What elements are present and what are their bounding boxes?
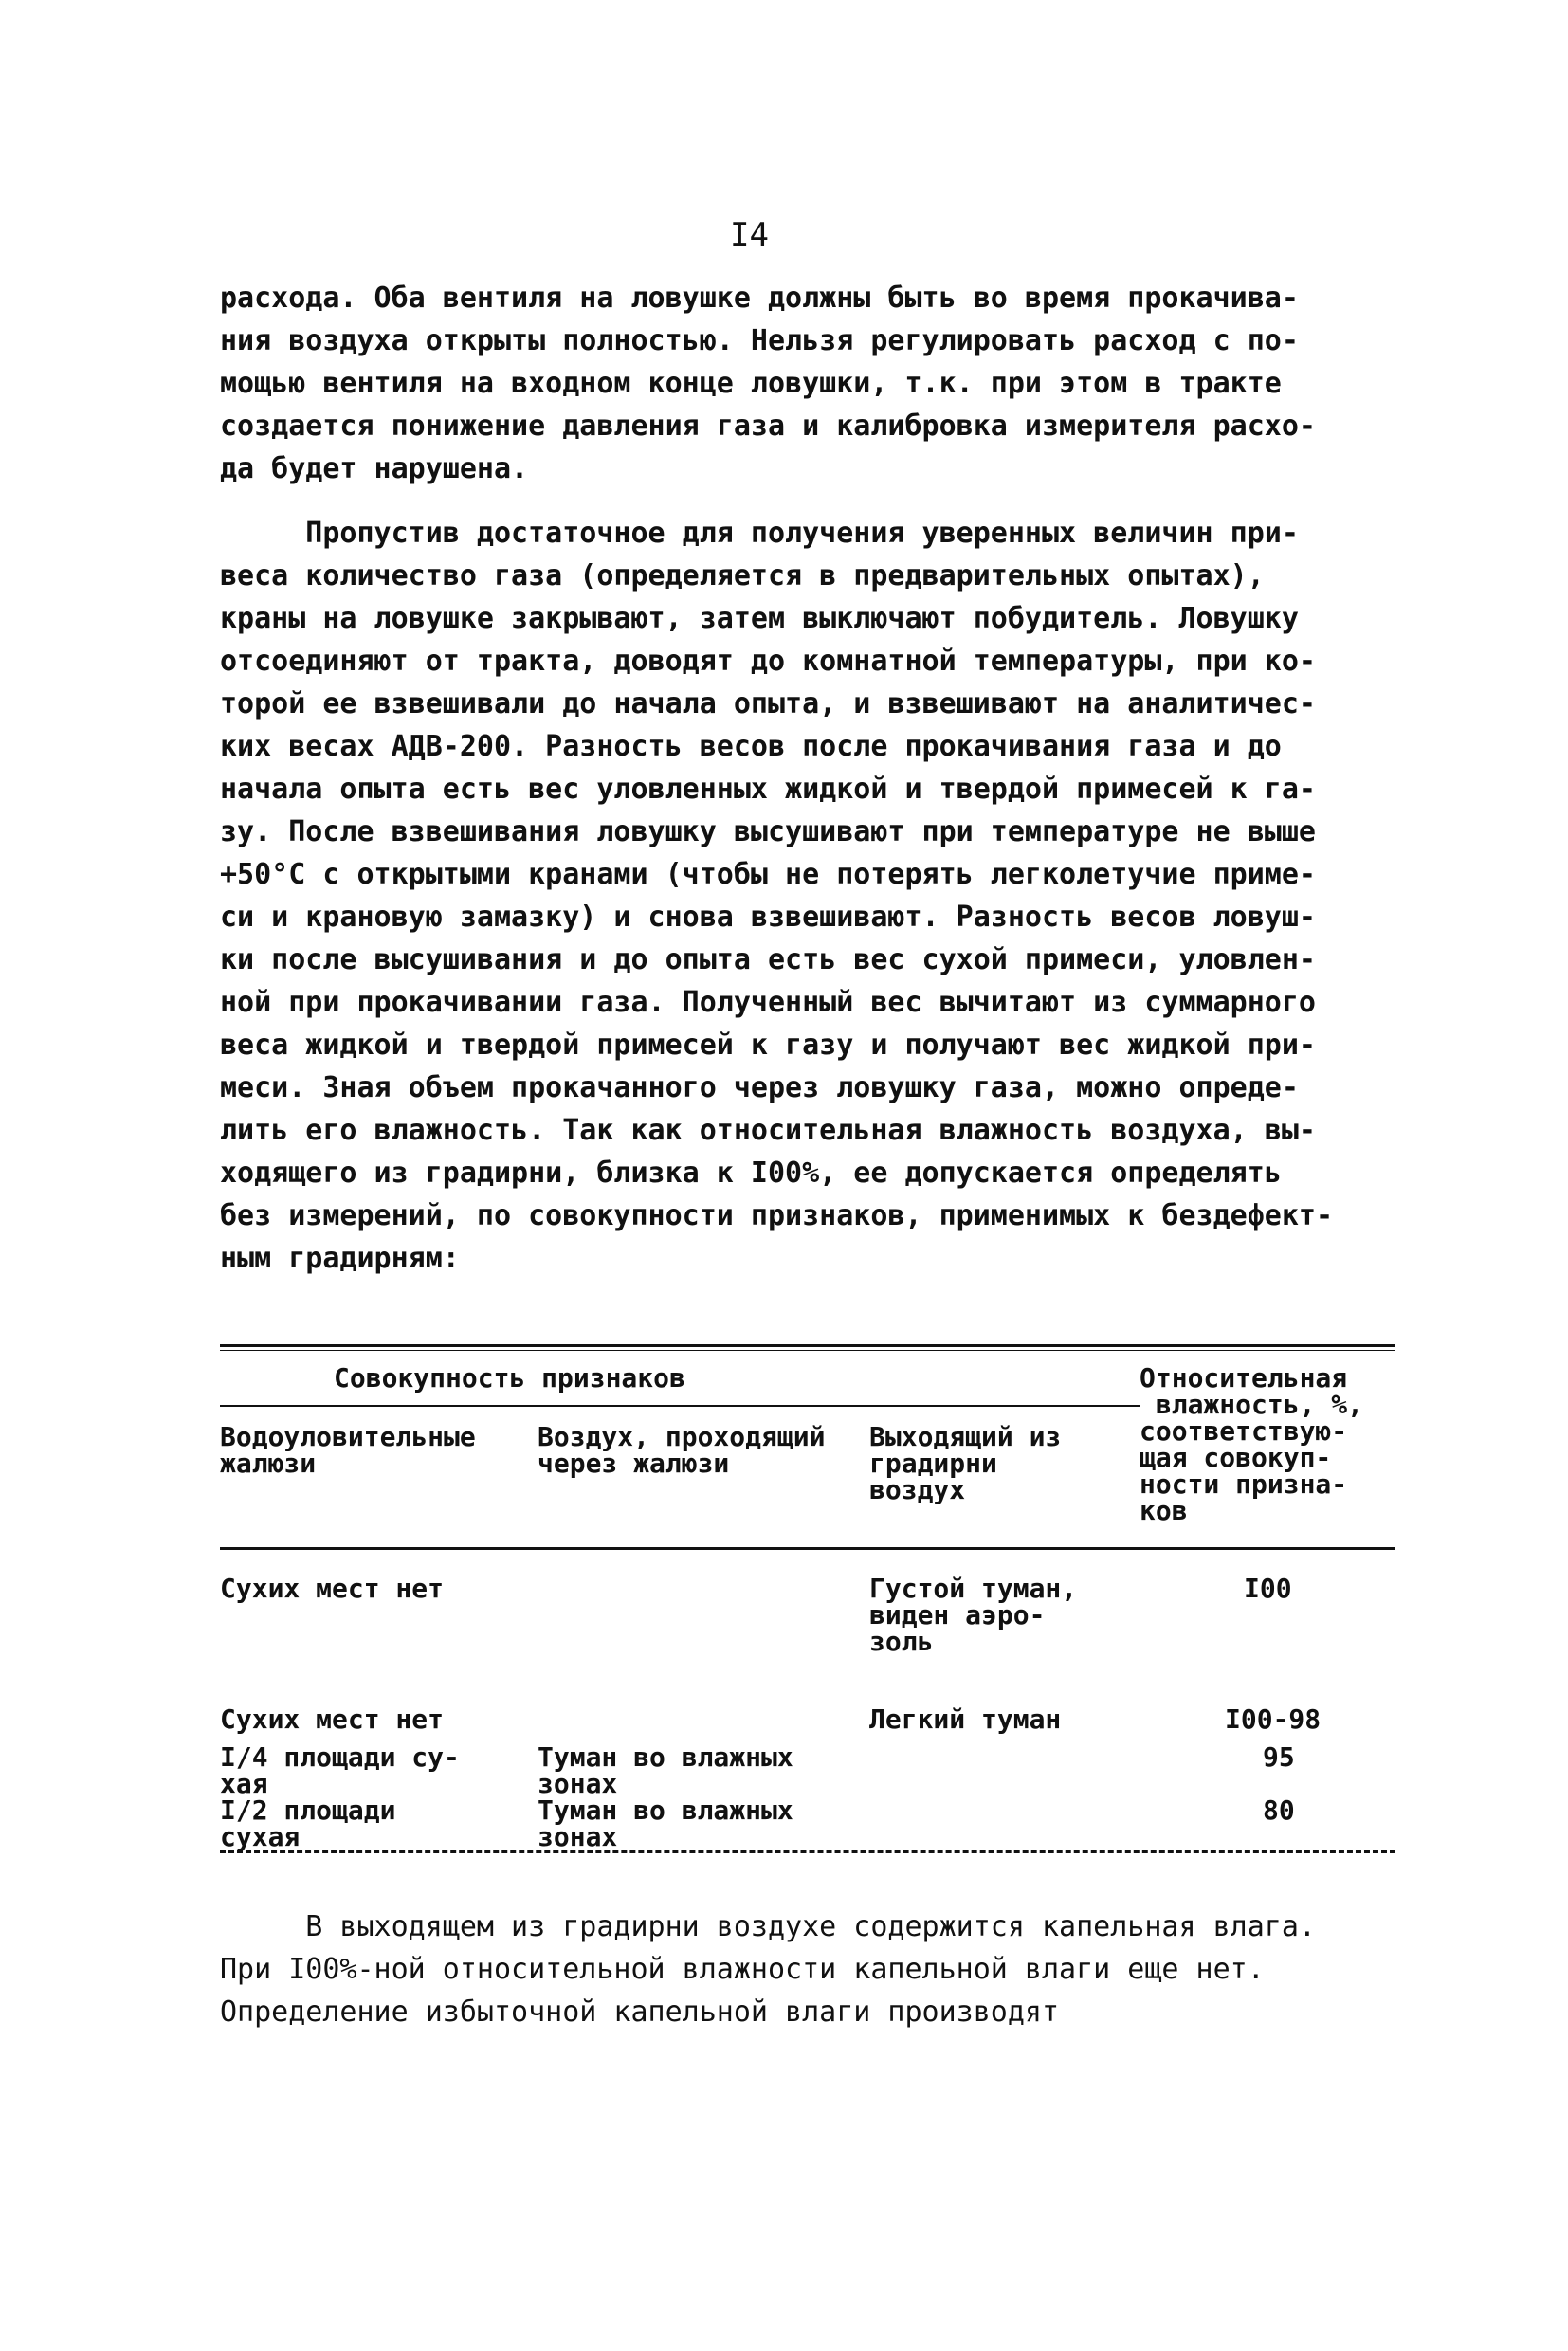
paragraph-1 <box>220 277 1395 490</box>
text-line: В выходящем из градирни воздухе содержится капельная влага. <box>220 1910 1316 1943</box>
table-cell: Густой туман, виден аэро- золь <box>869 1573 1078 1657</box>
text-line: веса количество газа (определяется в предварительных опытах), <box>220 559 1265 592</box>
text-line: без измерений, по совокупности признаков, применимых к бездефект- <box>220 1199 1333 1232</box>
text-line: Пропустив достаточное для получения уверенных величин при- <box>220 517 1299 550</box>
table-cell: Туман во влажных зонах <box>538 1741 793 1799</box>
text-line: мощью вентиля на входном конце ловушки, т.к. при этом в тракте <box>220 367 1282 400</box>
table-cell: Легкий туман <box>869 1704 1062 1735</box>
text-line: веса жидкой и твердой примесей к газу и получают вес жидкой при- <box>220 1029 1316 1062</box>
text-line: ной при прокачивании газа. Полученный вес вычитают из суммарного <box>220 986 1316 1019</box>
table-cell: 95 <box>1263 1741 1295 1773</box>
text-line: +50°С с открытыми кранами (чтобы не потерять легколетучие приме- <box>220 858 1316 891</box>
text-line: Определение избыточной капельной влаги производят <box>220 1996 1060 2029</box>
column-header-air-through: Воздух, проходящий через жалюзи <box>538 1421 826 1479</box>
text-line: ным градирням: <box>220 1242 460 1275</box>
text-line: ходящего из градирни, близка к I00%, ее допускается определять <box>220 1157 1282 1190</box>
paragraph-2 <box>220 512 1395 1280</box>
text-line: При I00%-ной относительной влажности капельной влаги еще нет. <box>220 1953 1265 1986</box>
text-line: зу. После взвешивания ловушку высушивают при температуре не выше <box>220 815 1316 848</box>
text-line: ких весах АДВ-200. Разность весов после прокачивания газа и до <box>220 730 1282 763</box>
text-line: создается понижение давления газа и калибровка измерителя расхо- <box>220 410 1316 443</box>
text-line: расхода. Оба вентиля на ловушке должны быть во время прокачива- <box>220 282 1299 315</box>
text-line: лить его влажность. Так как относительная влажность воздуха, вы- <box>220 1114 1316 1147</box>
table-cell: I/2 площади сухая <box>220 1795 396 1852</box>
text-line: си и крановую замазку) и снова взвешивают. Разность весов ловуш- <box>220 901 1316 934</box>
paragraph-3 <box>220 1905 1395 2033</box>
text-line: да будет нарушена. <box>220 452 529 485</box>
table-top-rule-thin <box>220 1350 1395 1351</box>
table-cell: 80 <box>1263 1795 1295 1826</box>
column-header-exit-air: Выходящий из градирни воздух <box>869 1421 1062 1505</box>
table-cell: I00 <box>1244 1573 1292 1604</box>
text-line: ния воздуха открыты полностью. Нельзя регулировать расход с по- <box>220 324 1299 357</box>
table-cell: Сухих мест нет <box>220 1573 445 1604</box>
table-cell: I00-98 <box>1225 1704 1322 1735</box>
text-line: начала опыта есть вес уловленных жидкой и твердой примесей к га- <box>220 773 1316 806</box>
column-header-rule <box>220 1547 1395 1550</box>
group-header-rule <box>220 1405 1140 1407</box>
group-header: Совокупность признаков <box>334 1362 685 1394</box>
text-line: меси. Зная объем прокачанного через ловушку газа, можно опреде- <box>220 1071 1299 1104</box>
page-number: I4 <box>730 216 769 254</box>
table-top-rule <box>220 1344 1395 1347</box>
text-line: краны на ловушке закрывают, затем выключают побудитель. Ловушку <box>220 602 1299 635</box>
table-bottom-dashed-rule <box>220 1850 1395 1853</box>
table-cell: Сухих мест нет <box>220 1704 445 1735</box>
column-header-louvers: Водоуловительные жалюзи <box>220 1421 476 1479</box>
table-cell: Туман во влажных зонах <box>538 1795 793 1852</box>
text-line: ки после высушивания и до опыта есть вес сухой примеси, уловлен- <box>220 943 1316 976</box>
humidity-header: Относительная влажность, %, соответствую- щая совокуп- ности призна- ков <box>1140 1362 1364 1526</box>
table-cell: I/4 площади су- хая <box>220 1741 460 1799</box>
text-line: торой ее взвешивали до начала опыта, и взвешивают на аналитичес- <box>220 687 1316 720</box>
text-line: отсоединяют от тракта, доводят до комнатной температуры, при ко- <box>220 645 1316 678</box>
